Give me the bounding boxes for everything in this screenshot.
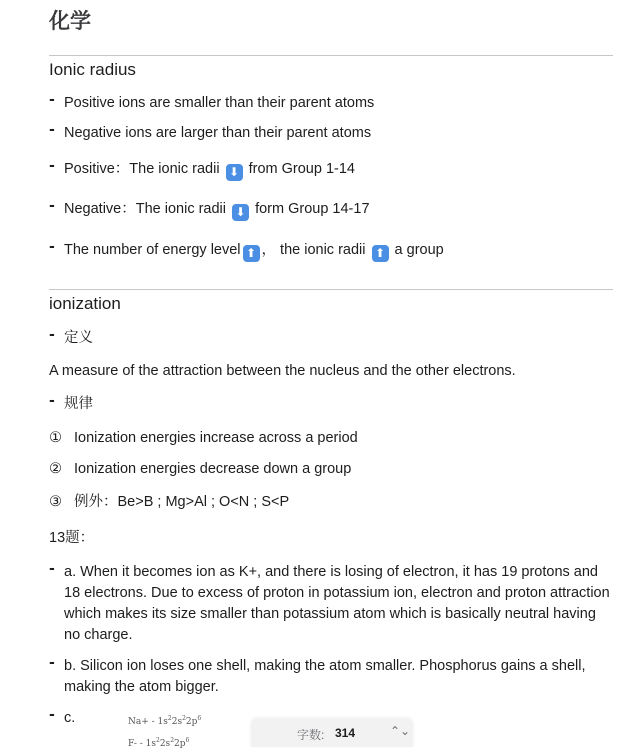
numbered-rule bbox=[49, 492, 613, 513]
rule-number: ③ bbox=[49, 494, 62, 510]
question-label: 13题： bbox=[49, 530, 95, 546]
electron-config-line: $F- - 1s^22s^22p^6$ bbox=[128, 737, 190, 749]
bullet-item: - Positive：The ionic radii ⬇ from Group 1-14 bbox=[49, 158, 355, 179]
bullet-item: - The number of energy level ⬆ ， the ionic radii ⬆ a group bbox=[49, 239, 444, 260]
bullet-text: Positive：The ionic radii bbox=[64, 161, 220, 177]
bullet-item: - Negative：The ionic radii ⬇ form Group 14-17 bbox=[49, 198, 370, 219]
divider bbox=[49, 55, 613, 56]
rule-text: 例外：Be>B ; Mg>Al ; O<N ; S<P bbox=[74, 494, 290, 510]
rule-text: Ionization energies decrease down a group bbox=[74, 461, 352, 477]
bullet-text: ， the ionic radii bbox=[261, 242, 366, 258]
chevron-updown-icon[interactable]: ⌃⌄ bbox=[390, 724, 411, 738]
rule-label: 规律 bbox=[64, 396, 93, 412]
bullet-text: Negative：The ionic radii bbox=[64, 201, 226, 217]
up-arrow-emoji-icon: ⬆ bbox=[372, 245, 389, 262]
answer-text: b. Silicon ion loses one shell, making the atom smaller. Phosphorus gains a shell, making the atom bigger. bbox=[64, 658, 586, 695]
word-count-label: 字数: bbox=[297, 728, 325, 742]
document-title: 化学 bbox=[49, 9, 91, 33]
bullet-text: The number of energy level bbox=[64, 242, 241, 258]
rule-number: ② bbox=[49, 461, 62, 477]
answer-item: - b. Silicon ion loses one shell, making the atom smaller. Phosphorus gains a shell, making the atom bigger. bbox=[49, 656, 613, 698]
bullet-item: - Negative ions are larger than their parent atoms bbox=[49, 123, 613, 144]
bullet-text: Positive ions are smaller than their parent atoms bbox=[64, 95, 375, 111]
bullet-text: form Group 14-17 bbox=[255, 201, 370, 217]
answer-item: - a. When it becomes ion as K+, and there is losing of electron, it has 19 protons and 18 electrons. Due to excess of proton in potassium ion, electron and proton attraction which makes its size smaller than potassium atom which is basically neutral having no charge. bbox=[49, 562, 613, 646]
answer-text: c. bbox=[64, 710, 76, 726]
divider bbox=[49, 289, 613, 290]
bullet-item: - Positive ions are smaller than their parent atoms bbox=[49, 93, 613, 114]
down-arrow-emoji-icon: ⬇ bbox=[232, 204, 249, 221]
bullet-text: a group bbox=[394, 242, 444, 258]
answer-item: - c. bbox=[49, 708, 613, 729]
bullet-item: - 规律 bbox=[49, 394, 613, 415]
word-count-value: 314 bbox=[335, 726, 356, 740]
down-arrow-emoji-icon: ⬇ bbox=[226, 164, 243, 181]
rule-number: ① bbox=[49, 430, 62, 446]
definition-text: A measure of the attraction between the nucleus and the other electrons. bbox=[49, 363, 516, 379]
answer-text: a. When it becomes ion as K+, and there is losing of electron, it has 19 protons and 18 electrons. Due to excess of proton in potassium ion, electron and proton attraction which makes its size smaller than potassium atom which is basically neutral having no charge. bbox=[64, 564, 610, 643]
bullet-text: Negative ions are larger than their parent atoms bbox=[64, 125, 372, 141]
up-arrow-emoji-icon: ⬆ bbox=[243, 245, 260, 262]
bullet-item: - 定义 bbox=[49, 328, 613, 349]
electron-config-line: $Na+ - 1s^22s^22p^6$ bbox=[128, 715, 202, 727]
definition-label: 定义 bbox=[64, 330, 93, 346]
word-count-bar[interactable] bbox=[251, 719, 413, 747]
section-heading-ionization: ionization bbox=[49, 294, 121, 313]
section-heading-ionic-radius: Ionic radius bbox=[49, 60, 136, 79]
numbered-rule bbox=[49, 459, 613, 480]
rule-text: Ionization energies increase across a period bbox=[74, 430, 358, 446]
bullet-text: from Group 1-14 bbox=[248, 161, 355, 177]
numbered-rule bbox=[49, 428, 613, 449]
